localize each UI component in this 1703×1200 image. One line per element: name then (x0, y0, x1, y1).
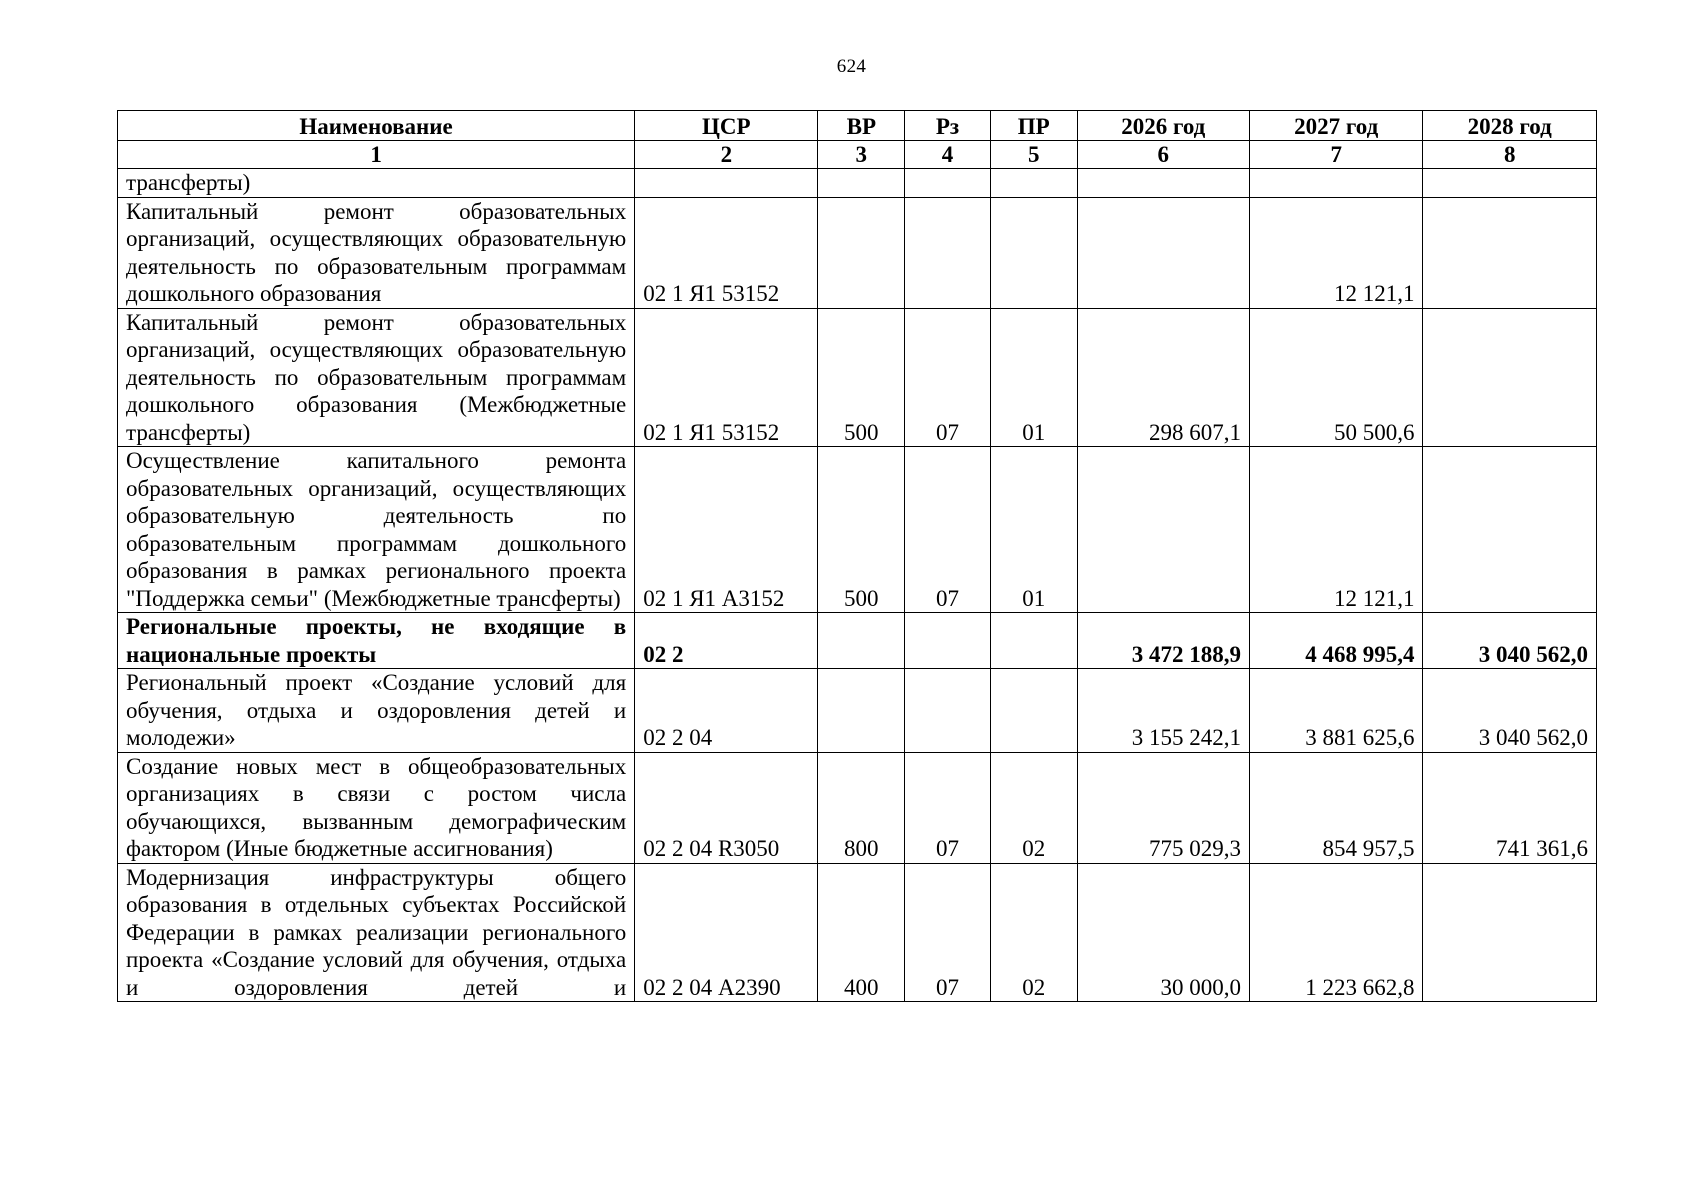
row-2026: 3 155 242,1 (1077, 669, 1249, 753)
column-number: 1 (118, 141, 635, 169)
column-number: 5 (990, 141, 1077, 169)
header-csr: ЦСР (635, 111, 818, 141)
row-2026 (1077, 169, 1249, 198)
column-number: 2 (635, 141, 818, 169)
row-2028: 3 040 562,0 (1423, 613, 1597, 669)
row-vr (818, 613, 905, 669)
row-name: трансферты) (118, 169, 635, 198)
row-vr: 500 (818, 447, 905, 613)
row-rz (905, 613, 991, 669)
row-2028 (1423, 447, 1597, 613)
row-2027: 1 223 662,8 (1249, 863, 1422, 1002)
row-2026: 3 472 188,9 (1077, 613, 1249, 669)
table-row (118, 863, 1597, 1002)
header-row (118, 111, 1597, 141)
row-name: Капитальный ремонт образовательных организаций, осуществляющих образовательную деятельность по образовательным программам дошкольного образования (118, 197, 635, 308)
row-csr: 02 1 Я1 53152 (635, 308, 818, 447)
row-pr: 02 (990, 752, 1077, 863)
row-vr (818, 169, 905, 198)
row-pr (990, 169, 1077, 198)
row-vr: 500 (818, 308, 905, 447)
row-2027: 3 881 625,6 (1249, 669, 1422, 753)
column-number: 4 (905, 141, 991, 169)
row-2027: 854 957,5 (1249, 752, 1422, 863)
header-rz: Рз (905, 111, 991, 141)
row-name: Модернизация инфраструктуры общего образования в отдельных субъектах Российской Федерации в рамках реализации регионального проекта «Создание условий для обучения, отдыха и оздоровления детей и (118, 863, 635, 1002)
header-name: Наименование (118, 111, 635, 141)
row-2028 (1423, 863, 1597, 1002)
row-csr: 02 2 04 А2390 (635, 863, 818, 1002)
row-2027: 12 121,1 (1249, 197, 1422, 308)
row-pr (990, 669, 1077, 753)
row-2028 (1423, 308, 1597, 447)
column-number: 3 (818, 141, 905, 169)
row-2027 (1249, 169, 1422, 198)
row-csr: 02 2 04 (635, 669, 818, 753)
row-vr (818, 669, 905, 753)
row-csr: 02 1 Я1 53152 (635, 197, 818, 308)
row-csr: 02 2 (635, 613, 818, 669)
column-number: 6 (1077, 141, 1249, 169)
row-rz: 07 (905, 447, 991, 613)
row-csr: 02 2 04 R3050 (635, 752, 818, 863)
row-2027: 4 468 995,4 (1249, 613, 1422, 669)
row-name: Региональный проект «Создание условий для обучения, отдыха и оздоровления детей и молодежи» (118, 669, 635, 753)
row-2027: 12 121,1 (1249, 447, 1422, 613)
row-2026 (1077, 447, 1249, 613)
page-number: 624 (836, 56, 867, 77)
row-rz: 07 (905, 863, 991, 1002)
row-vr (818, 197, 905, 308)
row-name: Осуществление капитального ремонта образовательных организаций, осуществляющих образовательную деятельность по образовательным программам дошкольного образования в рамках регионального проекта "Поддержка семьи" (Межбюджетные трансферты) (118, 447, 635, 613)
header-2026: 2026 год (1077, 111, 1249, 141)
table-row (118, 447, 1597, 613)
row-pr (990, 613, 1077, 669)
header-vr: ВР (818, 111, 905, 141)
row-name: Создание новых мест в общеобразовательных организациях в связи с ростом числа обучающихся, вызванным демографическим фактором (Иные бюджетные ассигнования) (118, 752, 635, 863)
row-csr: 02 1 Я1 А3152 (635, 447, 818, 613)
row-rz: 07 (905, 308, 991, 447)
row-rz: 07 (905, 752, 991, 863)
row-2026: 298 607,1 (1077, 308, 1249, 447)
table-row (118, 197, 1597, 308)
table-row (118, 169, 1597, 198)
table-row (118, 752, 1597, 863)
table-row-section (118, 613, 1597, 669)
row-pr: 02 (990, 863, 1077, 1002)
budget-table (117, 110, 1597, 1002)
row-name: Капитальный ремонт образовательных организаций, осуществляющих образовательную деятельность по образовательным программам дошкольного образования (Межбюджетные трансферты) (118, 308, 635, 447)
row-2028: 3 040 562,0 (1423, 669, 1597, 753)
row-pr: 01 (990, 447, 1077, 613)
header-2028: 2028 год (1423, 111, 1597, 141)
row-vr: 800 (818, 752, 905, 863)
row-2026: 30 000,0 (1077, 863, 1249, 1002)
row-rz (905, 197, 991, 308)
row-2028 (1423, 169, 1597, 198)
table-row (118, 308, 1597, 447)
row-2027: 50 500,6 (1249, 308, 1422, 447)
header-pr: ПР (990, 111, 1077, 141)
row-rz (905, 169, 991, 198)
budget-table-container (117, 110, 1597, 1002)
column-number: 7 (1249, 141, 1422, 169)
row-pr: 01 (990, 308, 1077, 447)
row-2028: 741 361,6 (1423, 752, 1597, 863)
header-2027: 2027 год (1249, 111, 1422, 141)
row-2026 (1077, 197, 1249, 308)
column-number-row (118, 141, 1597, 169)
row-2028 (1423, 197, 1597, 308)
row-pr (990, 197, 1077, 308)
row-2026: 775 029,3 (1077, 752, 1249, 863)
row-name: Региональные проекты, не входящие в национальные проекты (118, 613, 635, 669)
column-number: 8 (1423, 141, 1597, 169)
row-rz (905, 669, 991, 753)
table-row (118, 669, 1597, 753)
row-csr (635, 169, 818, 198)
row-vr: 400 (818, 863, 905, 1002)
